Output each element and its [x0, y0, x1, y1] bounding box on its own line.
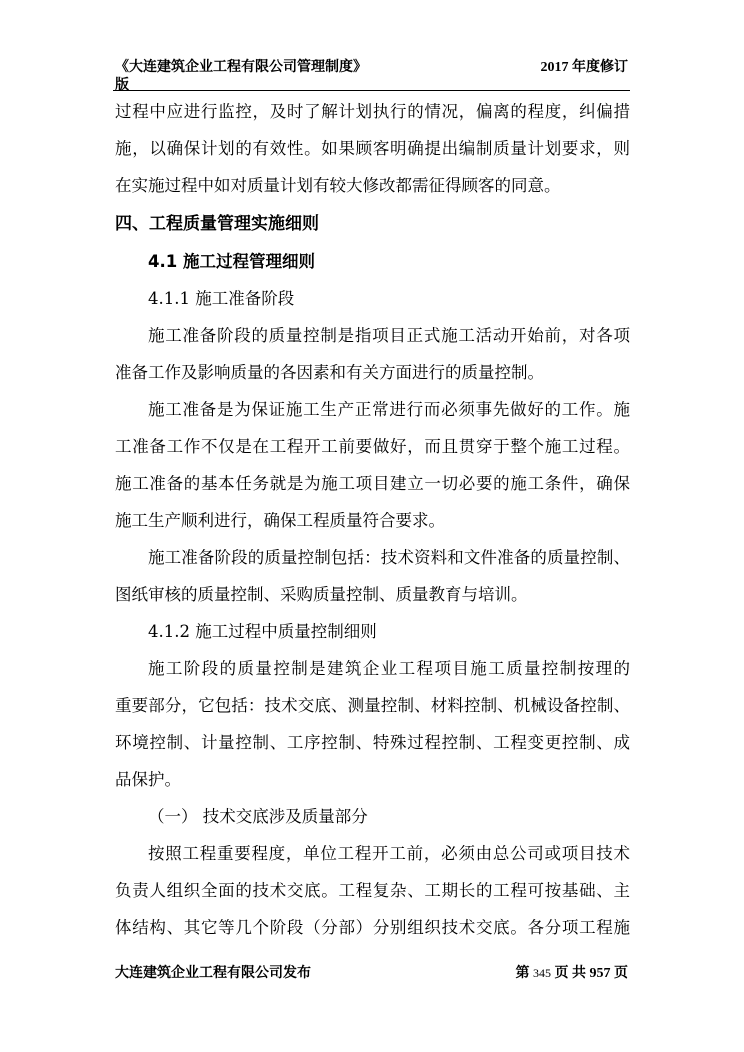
body-line: 图纸审核的质量控制、采购质量控制、质量教育与培训。 — [115, 585, 528, 604]
body-line: 负责人组织全面的技术交底。工程复杂、工期长的工程可按基础、主 — [115, 881, 630, 900]
body-line: 施工阶段的质量控制是建筑企业工程项目施工质量控制按理的 — [148, 659, 630, 678]
page-middle: 页 共 — [554, 966, 586, 981]
page-suffix: 页 — [614, 966, 628, 981]
page-body — [115, 93, 630, 946]
header-rule — [113, 90, 630, 91]
page-number — [516, 962, 629, 982]
body-line: 重要部分，它包括：技术交底、测量控制、材料控制、机械设备控制、 — [115, 696, 630, 715]
body-line: 过程中应进行监控，及时了解计划执行的情况，偏离的程度，纠偏措 — [115, 102, 630, 121]
body-line: 环境控制、计量控制、工序控制、特殊过程控制、工程变更控制、成 — [115, 733, 630, 752]
subsection-heading-4-1-1: 4.1.1 施工准备阶段 — [148, 289, 295, 308]
body-line: 准备工作及影响质量的各因素和有关方面进行的质量控制。 — [115, 363, 544, 382]
page-prefix: 第 — [515, 966, 530, 981]
header-edition: 2017 年度修订 — [540, 60, 628, 75]
header-title: 《大连建筑企业工程有限公司管理制度》 — [115, 60, 367, 75]
body-line: 施工生产顺利进行，确保工程质量符合要求。 — [115, 511, 445, 530]
body-line: 工准备工作不仅是在工程开工前要做好，而且贯穿于整个施工过程。 — [115, 437, 630, 456]
header-edition-wrap: 版 — [115, 78, 129, 93]
subsection-heading-4-1-2: 4.1.2 施工过程中质量控制细则 — [148, 622, 377, 641]
body-line: 施工准备是为保证施工生产正常进行而必须事先做好的工作。施 — [148, 400, 630, 419]
section-heading-4: 四、工程质量管理实施细则 — [115, 214, 319, 234]
body-line: 在实施过程中如对质量计划有较大修改都需征得顾客的同意。 — [115, 176, 561, 195]
body-line: 体结构、其它等几个阶段（分部）分别组织技术交底。各分项工程施 — [115, 918, 630, 937]
footer-publisher: 大连建筑企业工程有限公司发布 — [115, 966, 311, 981]
section-heading-4-1: 4.1 施工过程管理细则 — [148, 252, 315, 271]
body-line: 施工准备阶段的质量控制包括：技术资料和文件准备的质量控制、 — [148, 548, 630, 567]
page-total: 957 — [589, 966, 611, 981]
body-line: 按照工程重要程度，单位工程开工前，必须由总公司或项目技术 — [148, 844, 630, 863]
page-current: 345 — [533, 966, 551, 980]
body-line: 品保护。 — [115, 770, 181, 789]
sub-heading-1: （一） 技术交底涉及质量部分 — [148, 807, 368, 826]
body-line: 施工准备阶段的质量控制是指项目正式施工活动开始前，对各项 — [148, 326, 630, 345]
body-line: 施工准备的基本任务就是为施工项目建立一切必要的施工条件，确保 — [115, 474, 630, 493]
body-line: 施，以确保计划的有效性。如果顾客明确提出编制质量计划要求，则 — [115, 139, 630, 158]
